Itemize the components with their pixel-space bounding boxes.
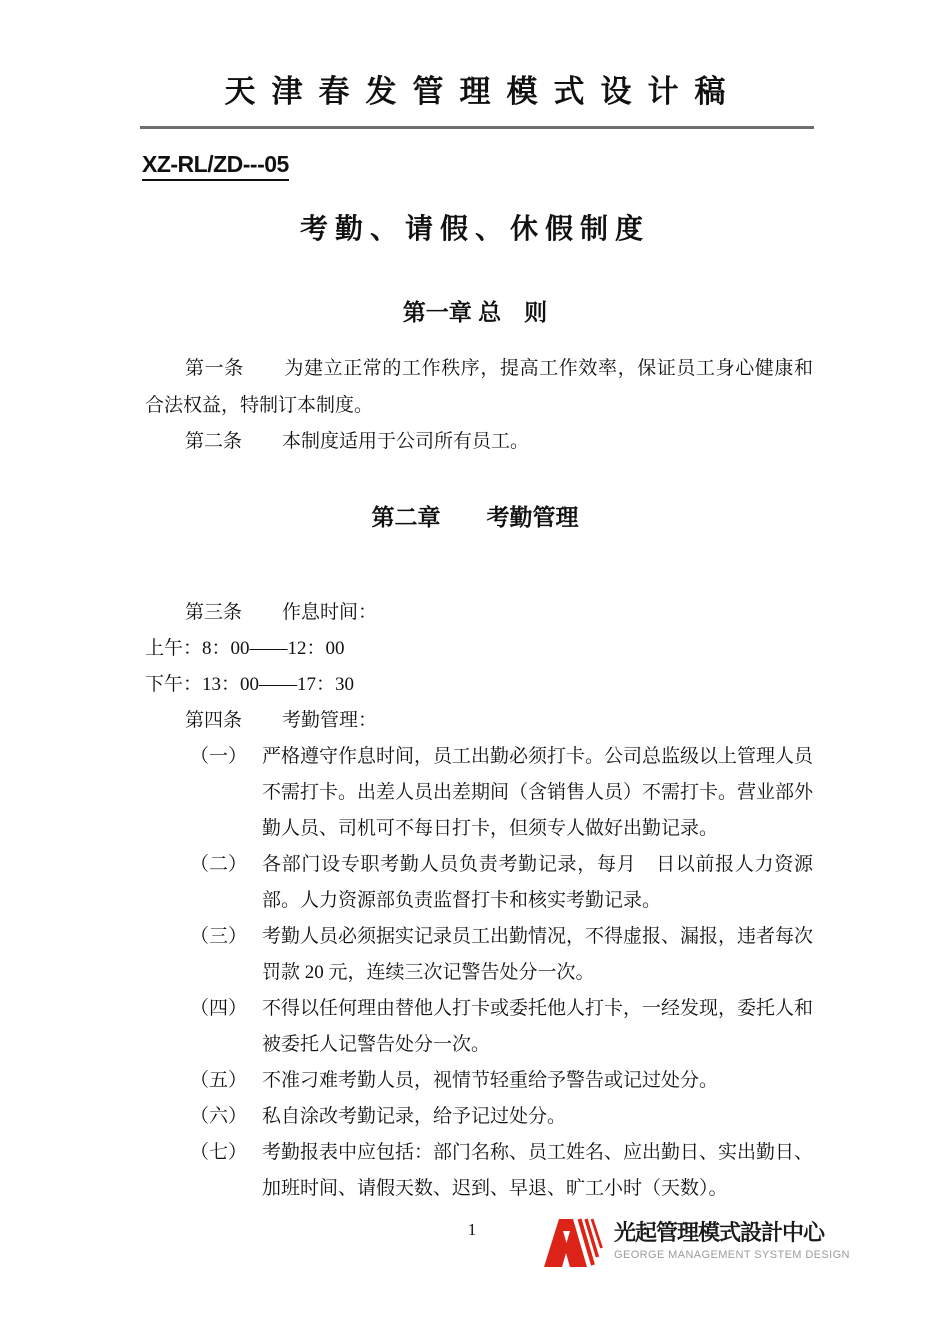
page-number: 1	[467, 1220, 477, 1239]
doc-title: 考勤、请假、休假制度	[299, 212, 650, 245]
footer-logo-name-cn: 光起管理模式設計中心	[614, 1220, 825, 1245]
footer-logo	[543, 1218, 850, 1268]
clause-7	[145, 1135, 813, 1207]
article-3-text: 作息时间：	[282, 602, 378, 623]
footer-logo-name-en: GEORGE MANAGEMENT SYSTEM DESIGN	[614, 1249, 850, 1261]
article-4	[145, 703, 813, 739]
article-2	[145, 424, 813, 461]
clause-6-num: （六）	[190, 1106, 248, 1127]
schedule-morning: 上午：8：00——12：00	[145, 638, 345, 659]
clause-4	[145, 991, 813, 1063]
chapter2-body	[145, 595, 813, 1207]
clause-6	[145, 1099, 813, 1135]
article-2-term: 第二条	[185, 431, 243, 452]
doc-code: XZ-RL/ZD---05	[142, 151, 289, 181]
chapter2-heading: 第二章 考勤管理	[371, 504, 579, 530]
article-2-text: 本制度适用于公司所有员工。	[282, 431, 530, 452]
clause-7-text: 考勤报表中应包括：部门名称、员工姓名、应出勤日、实出勤日、加班时间、请假天数、迟到、早退、旷工小时（天数）。	[262, 1142, 814, 1199]
clause-2-text: 各部门设专职考勤人员负责考勤记录，每月 日以前报人力资源部。人力资源部负责监督打卡和核实考勤记录。	[262, 854, 813, 911]
clause-4-num: （四）	[190, 998, 248, 1019]
clause-7-num: （七）	[190, 1142, 248, 1163]
clause-1-text: 严格遵守作息时间，员工出勤必须打卡。公司总监级以上管理人员不需打卡。出差人员出差期间（含销售人员）不需打卡。营业部外勤人员、司机可不每日打卡，但须专人做好出勤记录。	[262, 746, 814, 839]
clause-2-num: （二）	[190, 854, 248, 875]
clause-2	[145, 847, 813, 919]
article-4-text: 考勤管理：	[282, 710, 378, 731]
article-4-term: 第四条	[185, 710, 243, 731]
footer-logo-text	[614, 1218, 850, 1261]
chapter1-body	[145, 351, 813, 461]
article-1	[145, 351, 813, 424]
page-header-title: 天津春发管理模式设计稿	[224, 74, 742, 110]
article-3	[145, 595, 813, 631]
header-divider	[140, 126, 814, 129]
clause-5-num: （五）	[190, 1070, 248, 1091]
schedule-afternoon: 下午：13：00——17：30	[145, 674, 355, 695]
clause-6-text: 私自涂改考勤记录，给予记过处分。	[262, 1106, 567, 1127]
clause-5-text: 不准刁难考勤人员，视情节轻重给予警告或记过处分。	[262, 1070, 719, 1091]
clause-4-text: 不得以任何理由替他人打卡或委托他人打卡，一经发现，委托人和被委托人记警告处分一次。	[262, 998, 814, 1055]
article-1-term: 第一条	[185, 358, 244, 379]
clause-5	[145, 1063, 813, 1099]
clause-3	[145, 919, 813, 991]
chapter1-heading: 第一章 总 则	[402, 299, 548, 325]
article-3-term: 第三条	[185, 602, 243, 623]
logo-a-icon	[543, 1218, 603, 1268]
clause-1-num: （一）	[190, 746, 248, 767]
clause-1	[145, 739, 813, 847]
clause-3-text: 考勤人员必须据实记录员工出勤情况，不得虚报、漏报，违者每次罚款 20 元，连续三次记警告处分一次。	[262, 926, 814, 983]
clause-3-num: （三）	[190, 926, 248, 947]
article-1-text: 为建立正常的工作秩序，提高工作效率，保证员工身心健康和合法权益，特制订本制度。	[145, 358, 813, 416]
